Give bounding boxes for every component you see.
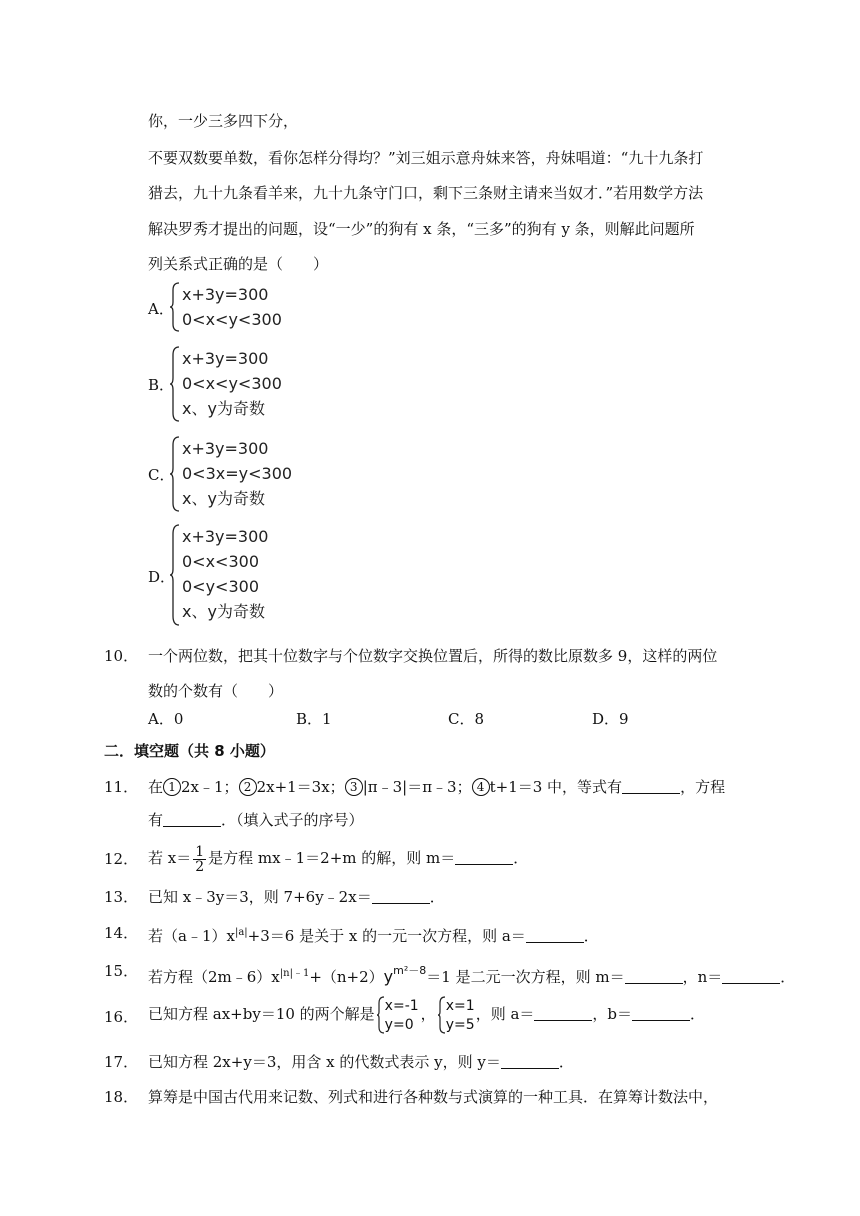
question-11-line-1: 在 1 2x﹣1； 2 2x+1＝3x； 3 |π﹣3|＝π﹣3； 4 t+1＝3 中，等式有 ，方程: [148, 778, 726, 796]
answer-blank[interactable]: [722, 969, 780, 984]
answer-blank[interactable]: [163, 812, 221, 827]
question-15-text: 若方程$(2m﹣6)x^{|n|﹣1}+(n+2)y^{m^2-8}=1$ 是二元一次方程，则 m＝ ，n＝ ．: [148, 964, 796, 986]
question-13-number: 13．: [104, 888, 139, 906]
equation-row: 0<3x=y<300: [182, 464, 293, 483]
q10-option-a: A．0: [148, 710, 184, 728]
question-16-text: 已知方程 ax+by＝10 的两个解是 x=-1 y=0 ， x=1 y=5 ，则 a＝ ，b＝ ．: [148, 998, 706, 1033]
intro-line-2: 不要双数要单数，看你怎样分得均？”刘三姐示意舟妹来答，舟妹唱道：“九十九条打: [148, 149, 704, 167]
question-17-text: 已知方程 2x+y＝3，用含 x 的代数式表示 y，则 y＝ ．: [148, 1053, 574, 1071]
option-a-label: A．: [148, 300, 174, 318]
q10-option-c: C．8: [448, 710, 485, 728]
solution-system-1: x=-1 y=0: [377, 996, 419, 1034]
question-12-number: 12．: [104, 850, 139, 868]
equation-row: 0<x<y<300: [182, 374, 282, 393]
section-heading: 二．填空题（共 8 小题）: [104, 742, 275, 760]
equation-row: x+3y=300: [182, 439, 269, 458]
brace-icon: [170, 436, 180, 512]
answer-blank[interactable]: [455, 850, 513, 865]
question-18-text: 算筹是中国古代用来记数、列式和进行各种数与式演算的一种工具．在算筹计数法中，: [148, 1088, 719, 1106]
question-18-number: 18．: [104, 1088, 139, 1106]
equation-row: 0<x<y<300: [182, 310, 282, 329]
question-10-line-1: 一个两位数，把其十位数字与个位数字交换位置后，所得的数比原数多 9，这样的两位: [148, 647, 718, 665]
equation-row: x+3y=300: [182, 527, 269, 546]
answer-blank[interactable]: [372, 889, 430, 904]
equation-row: x、y为奇数: [182, 489, 265, 508]
answer-blank[interactable]: [526, 928, 584, 943]
fraction: $\frac{1}{2}$: [195, 843, 205, 875]
question-16-number: 16．: [104, 1008, 139, 1026]
option-b-label: B．: [148, 376, 175, 394]
question-17-number: 17．: [104, 1053, 139, 1071]
brace-icon: [438, 996, 446, 1034]
q10-option-d: D．9: [592, 710, 629, 728]
answer-blank[interactable]: [632, 1006, 690, 1021]
option-d-label: D．: [148, 568, 176, 586]
answer-blank[interactable]: [501, 1054, 559, 1069]
question-10-number: 10．: [104, 647, 139, 665]
question-12-text: 若 x＝ $\frac{1}{2}$ 是方程 mx﹣1＝2+m 的解，则 m＝ ．: [148, 843, 529, 875]
equation-row: x、y为奇数: [182, 602, 265, 621]
option-c-label: C．: [148, 466, 175, 484]
question-11-line-2: 有 ．（填入式子的序号）: [148, 811, 364, 829]
answer-blank[interactable]: [534, 1006, 592, 1021]
question-14-number: 14．: [104, 924, 139, 942]
question-11-number: 11．: [104, 778, 139, 796]
intro-line-1: 你，一少三多四下分，: [148, 112, 299, 130]
question-10-line-2: 数的个数有（ ）: [148, 682, 284, 700]
solution-system-2: x=1 y=5: [438, 996, 474, 1034]
intro-line-5: 列关系式正确的是（ ）: [148, 255, 329, 273]
equation-row: x+3y=300: [182, 349, 269, 368]
equation-row: x、y为奇数: [182, 399, 265, 418]
question-14-text: 若$(a﹣1)x^{|a|}+3=6$ 是关于 x 的一元一次方程，则 a＝ ．: [148, 927, 599, 945]
equation-row: 0<x<300: [182, 552, 259, 571]
question-13-text: 已知 x﹣3y＝3，则 7+6y﹣2x＝ ．: [148, 888, 445, 906]
brace-icon: [170, 282, 180, 332]
brace-icon: [170, 346, 180, 422]
q10-option-b: B．1: [296, 710, 332, 728]
equation-row: 0<y<300: [182, 577, 259, 596]
question-15-number: 15．: [104, 962, 139, 980]
answer-blank[interactable]: [625, 969, 683, 984]
equation-row: x+3y=300: [182, 285, 269, 304]
answer-blank[interactable]: [622, 779, 680, 794]
brace-icon: [170, 524, 180, 626]
intro-line-3: 猎去，九十九条看羊来，九十九条守门口，剩下三条财主请来当奴才．”若用数学方法: [148, 184, 704, 202]
intro-line-4: 解决罗秀才提出的问题，设“一少”的狗有 x 条，“三多”的狗有 y 条，则解此问题所: [148, 220, 695, 238]
brace-icon: [377, 996, 385, 1034]
